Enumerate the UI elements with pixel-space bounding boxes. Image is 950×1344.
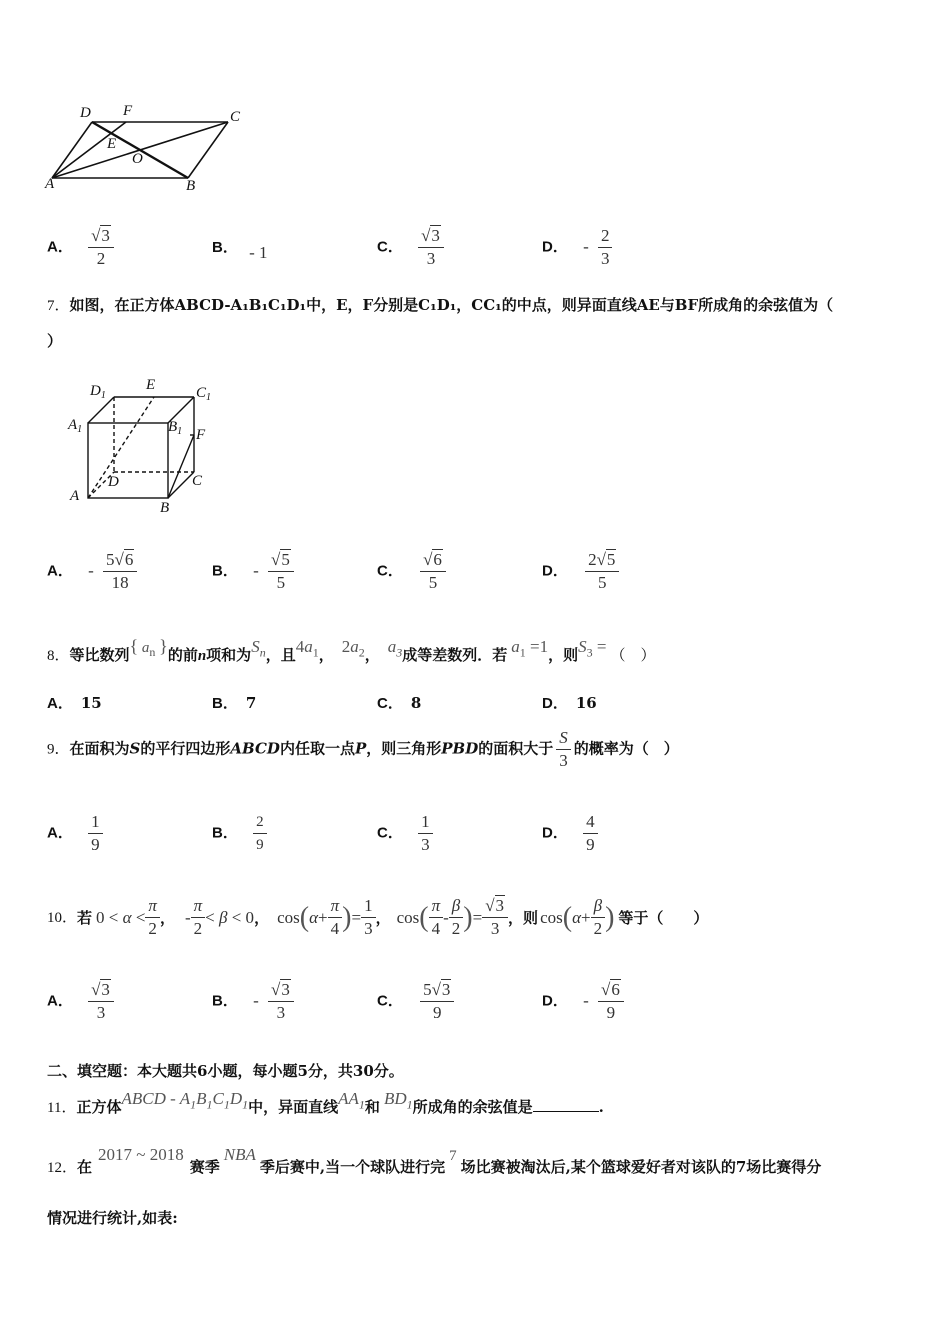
- q8-option-c-value: 8: [410, 694, 422, 712]
- q8-option-d-value: 16: [575, 694, 597, 712]
- q9-ABCD: ABCD: [230, 739, 280, 758]
- option-letter: C．: [377, 824, 403, 842]
- q9-t2: 的平行四边形: [140, 739, 231, 758]
- q9-option-c[interactable]: [377, 812, 433, 855]
- frac-pi-4b: $\frac{\pi}{4}$: [429, 896, 444, 939]
- question-number: 12．: [47, 1160, 78, 1176]
- q9-text: [47, 728, 679, 771]
- q10-t3: ，: [254, 908, 270, 927]
- frac-1-3: $\frac{1}{3}$: [361, 896, 376, 939]
- segment-BF: [168, 435, 194, 498]
- q8-option-b-value: 7: [245, 694, 257, 712]
- q10-option-a-value: $\frac{√3}{3}$: [88, 980, 114, 1023]
- q6-option-d-value: $\frac{2}{3}$: [598, 226, 613, 269]
- q12-t3: 季后赛中,当一个球队进行完: [259, 1158, 446, 1176]
- q8-t9: （ ）: [610, 646, 656, 664]
- cube-figure: [62, 373, 222, 518]
- label-D: D: [80, 105, 91, 121]
- option-letter: C．: [377, 695, 403, 712]
- label-B: B: [186, 178, 196, 192]
- cube-name: ABCD - $A_1B_1C_1D_1$: [121, 1089, 249, 1112]
- q12-seven: 7: [449, 1148, 457, 1164]
- q9-option-a-value: $\frac{1}{9}$: [88, 812, 103, 855]
- q9-t6: 的概率为（ ）: [573, 739, 679, 758]
- label-D1: $D_1$: [90, 383, 106, 401]
- question-number: 11．: [47, 1100, 77, 1116]
- option-letter: A．: [47, 824, 73, 842]
- q10-t4: ，: [375, 908, 391, 927]
- q9-option-a[interactable]: [47, 812, 103, 855]
- question-number: 7．: [47, 298, 70, 314]
- question-number: 8．: [47, 648, 70, 664]
- q6-option-c-value: $\frac{√3}{3}$: [418, 226, 444, 269]
- q8-n: n: [197, 648, 207, 664]
- label-A: A: [45, 176, 55, 192]
- q12-nba: NBA: [223, 1145, 256, 1164]
- q12-years: 2017 ~ 2018: [98, 1145, 184, 1164]
- option-letter: D．: [542, 562, 568, 580]
- label-C: C: [192, 473, 203, 489]
- q7-option-b-value: $\frac{√5}{5}$: [268, 550, 294, 593]
- frac-beta-2: $\frac{\beta}{2}$: [449, 896, 464, 939]
- label-A: A: [70, 488, 80, 504]
- q8-option-c[interactable]: [377, 692, 421, 713]
- q8-option-d[interactable]: [542, 692, 597, 713]
- question-number: 10．: [47, 909, 78, 926]
- q10-option-a[interactable]: [47, 980, 114, 1023]
- q8-t4: ，且: [265, 646, 296, 664]
- frac-sqrt3-3: $\frac{√3}{3}$: [482, 896, 508, 939]
- line-AA1: $AA_1$: [338, 1089, 365, 1112]
- label-A1: $A_1$: [68, 417, 83, 435]
- q10-option-b[interactable]: B． - $\frac{√3}{3}$: [212, 980, 294, 1023]
- q6-option-b-value: - 1: [249, 243, 268, 262]
- q9-option-d[interactable]: [542, 812, 598, 855]
- eq-S3: $S_3$ =: [578, 637, 607, 660]
- q9-t4: ，则三角形: [366, 739, 442, 758]
- q11-t4: 所成角的余弦值是: [412, 1098, 533, 1116]
- q8-option-b[interactable]: [212, 692, 256, 713]
- label-E: E: [146, 377, 156, 393]
- q11-t3: 和: [364, 1098, 380, 1116]
- label-B1: $B_1$: [168, 419, 183, 437]
- option-letter: B．: [212, 562, 238, 580]
- q10-t6: 等于（ ）: [618, 908, 709, 927]
- q11-t1: 正方体: [76, 1098, 122, 1116]
- q10-option-d[interactable]: D． - $\frac{√6}{9}$: [542, 980, 624, 1023]
- q8-option-a-value: 15: [80, 694, 102, 712]
- q7-stem-line1: 如图，在正方体ABCD-A₁B₁C₁D₁中，E，F分别是C₁D₁，CC₁的中点，则异面直线AE与BF所成角的余弦值为（: [69, 296, 834, 314]
- seq-an: { $a_n$ }: [129, 636, 168, 659]
- q12-text-line2: 情况进行统计,如表:: [47, 1209, 178, 1227]
- q9-t5: 的面积大于: [478, 739, 554, 758]
- option-letter: D．: [542, 992, 568, 1010]
- option-letter: C．: [377, 238, 403, 256]
- edge-CB: [188, 122, 228, 178]
- q9-S: S: [129, 739, 141, 758]
- q8-t5: ，: [318, 646, 334, 664]
- option-letter: B．: [212, 992, 238, 1010]
- q9-t3: 内任取一点: [279, 739, 355, 758]
- q6-option-a-value: $\frac{√3}{2}$: [88, 226, 114, 269]
- q8-text: [47, 636, 656, 671]
- frac-S-over-3: $\frac{S}{3}$: [556, 728, 571, 771]
- q7-option-a[interactable]: A． - $\frac{5√6}{18}$: [47, 550, 137, 593]
- q12-t1: 在: [77, 1158, 93, 1176]
- label-F: F: [123, 103, 133, 119]
- q11-text: [47, 1089, 604, 1123]
- q6-option-d[interactable]: D． - $\frac{2}{3}$: [542, 226, 612, 269]
- q11-t2: 中，异面直线: [248, 1098, 339, 1116]
- q9-PBD: PBD: [441, 739, 479, 758]
- q10-option-c-value: $\frac{5√3}{9}$: [420, 980, 454, 1023]
- q11-t5: .: [598, 1098, 604, 1116]
- label-O: O: [132, 151, 143, 167]
- q10-t1: 若: [77, 908, 93, 927]
- term-2a2: $2a_2$: [341, 637, 365, 660]
- q7-text-line2: ）: [47, 332, 63, 350]
- label-E: E: [107, 136, 117, 152]
- term-4a1: $4a_1$: [295, 637, 319, 660]
- question-number: 9．: [47, 741, 70, 758]
- q9-P: P: [354, 739, 367, 758]
- option-letter: C．: [377, 562, 403, 580]
- q7-option-c-value: $\frac{√6}{5}$: [420, 550, 446, 593]
- label-F: F: [196, 427, 206, 443]
- q10-option-b-value: $\frac{√3}{3}$: [268, 980, 294, 1023]
- answer-blank[interactable]: [533, 1111, 599, 1112]
- q12-t2: 赛季: [189, 1158, 220, 1176]
- term-a3: $a_3$: [387, 637, 403, 660]
- option-letter: D．: [542, 695, 568, 712]
- q9-t1: 在面积为: [69, 739, 130, 758]
- q8-t6: ，: [364, 646, 380, 664]
- q6-option-b[interactable]: [212, 236, 268, 262]
- q12-t4: 场比赛被淘汰后,某个篮球爱好者对该队的7场比赛得分: [460, 1158, 822, 1176]
- eq-a1-1: $a_1 =1$: [511, 637, 549, 660]
- q8-option-a[interactable]: [47, 692, 102, 713]
- q6-option-a[interactable]: [47, 226, 114, 269]
- option-letter: B．: [212, 695, 238, 712]
- parallelogram-figure: [40, 100, 260, 192]
- q10-text: 10． 若 0 < α < $\frac{\pi}{2}$ ， - $\frac{\pi}{2}$ < β < 0 ， cos ( α + $\frac{\pi}{4}$ ) = $\frac{1}{3}$ ， cos ( $\frac{\pi}{4}$ - $\frac{\beta}{2}$ ) = $\frac{√3}{3}$ ，则 cos ( α + $\frac{\beta}{2}$ ) 等于（ ）: [47, 896, 709, 938]
- option-letter: B．: [212, 239, 238, 256]
- label-D: D: [108, 474, 119, 490]
- frac-pi-2b: $\frac{\pi}{2}$: [191, 896, 206, 939]
- q7-option-d-value: $\frac{2√5}{5}$: [585, 550, 619, 593]
- q10-t5: ，则: [508, 908, 539, 927]
- label-C1: $C_1$: [196, 385, 212, 403]
- option-letter: D．: [542, 238, 568, 256]
- option-letter: A．: [47, 562, 73, 580]
- q6-option-c[interactable]: [377, 226, 444, 269]
- section-heading: 二、填空题：本大题共6小题，每小题5分，共30分。: [47, 1062, 404, 1080]
- line-BD1: $BD_1$: [383, 1089, 413, 1112]
- frac-pi-4: $\frac{\pi}{4}$: [328, 896, 343, 939]
- q8-t7: 成等差数列．若: [402, 646, 508, 664]
- q8-t8: ，则: [548, 646, 579, 664]
- q10-option-d-value: $\frac{√6}{9}$: [598, 980, 624, 1023]
- q8-t3: 项和为: [206, 646, 252, 664]
- q8-t1: 等比数列: [69, 646, 130, 664]
- q9-option-b[interactable]: [212, 812, 267, 855]
- q9-option-b-value: $\frac{2}{9}$: [253, 812, 267, 855]
- edge-AD: [52, 122, 92, 178]
- frac-pi-2: $\frac{\pi}{2}$: [145, 896, 160, 939]
- option-letter: B．: [212, 824, 238, 842]
- q10-t2: ，: [159, 908, 175, 927]
- q7-option-a-value: $\frac{5√6}{18}$: [103, 550, 137, 593]
- option-letter: A．: [47, 992, 73, 1010]
- q10-option-c[interactable]: [377, 980, 454, 1023]
- label-B: B: [160, 500, 170, 516]
- option-letter: A．: [47, 695, 73, 712]
- q8-t2: 的前: [167, 646, 198, 664]
- option-letter: C．: [377, 992, 403, 1010]
- option-letter: D．: [542, 824, 568, 842]
- q7-option-c[interactable]: [377, 550, 446, 593]
- sum-Sn: $S_n$: [251, 637, 266, 660]
- frac-beta-2b: $\frac{\beta}{2}$: [591, 896, 606, 939]
- q7-text: [47, 294, 833, 317]
- q7-option-b[interactable]: B． - $\frac{√5}{5}$: [212, 550, 294, 593]
- q9-option-c-value: $\frac{1}{3}$: [418, 812, 433, 855]
- option-letter: A．: [47, 238, 73, 256]
- label-C: C: [230, 109, 241, 125]
- q12-text: [47, 1145, 822, 1179]
- q7-option-d[interactable]: [542, 550, 619, 593]
- q9-option-d-value: $\frac{4}{9}$: [583, 812, 598, 855]
